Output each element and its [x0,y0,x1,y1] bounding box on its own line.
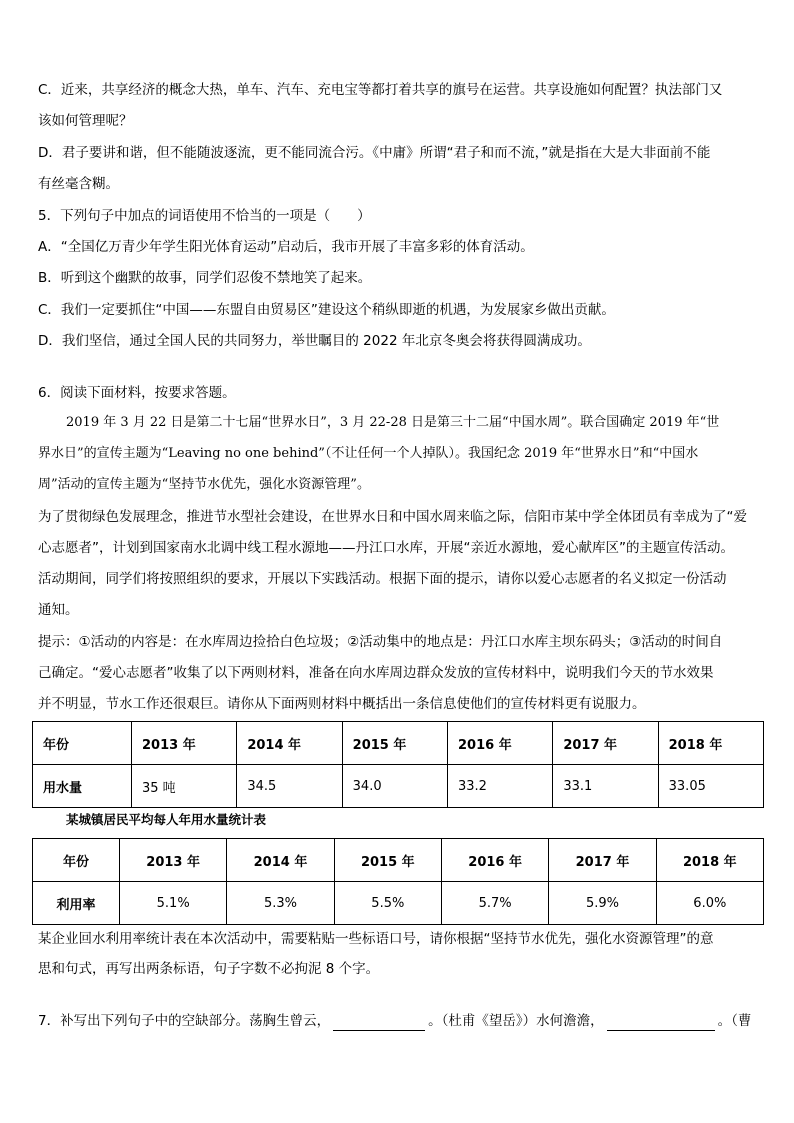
q6-hint-line3: 并不明显，节水工作还很艰巨。请你从下面两则材料中概括出一条信息使他们的宣传材料更有说服力。 [38,696,646,712]
table-cell: 5.3% [227,882,334,925]
q6-hint-line2: 己确定。“爱心志愿者”收集了以下两则材料，准备在向水库周边群众发放的宣传材料中，说明我们今天的节水效果 [38,665,714,681]
table-cell: 2018 年 [656,839,763,882]
q5-option-d: D．我们坚信，通过全国人民的共同努力，举世瞩目的 2022 年北京冬奥会将获得圆满成功。 [38,333,591,349]
q7-text-part3: 。（曹 [717,1013,752,1029]
table-row [33,882,764,925]
q4-option-d-line1: D．君子要讲和谐，但不能随波逐流，更不能同流合污。《中庸》所谓“君子和而不流，”就是指在大是大非面前不能 [38,145,711,161]
table-cell: 5.9% [549,882,656,925]
table-cell: 33.1 [553,765,658,808]
table-cell: 33.2 [447,765,552,808]
table-cell: 34.5 [237,765,342,808]
table-cell: 年份 [33,722,132,765]
table-row [33,765,764,808]
table-cell: 6.0% [656,882,763,925]
q6-hint-line1: 提示：①活动的内容是：在水库周边捡拾白色垃圾；②活动集中的地点是：丹江口水库主坝东码头；③活动的时间自 [38,634,723,650]
table-cell: 2017 年 [549,839,656,882]
table-cell: 2015 年 [342,722,447,765]
q6-task-line1: 某企业回水利用率统计表在本次活动中，需要粘贴一些标语口号，请你根据“坚持节水优先，强化水资源管理”的意 [38,931,714,947]
q6-material-line2: 界水日”的宣传主题为“Leaving no one behind”（不让任何一个人掉队）。我国纪念 2019 年“世界水日”和“中国水 [38,446,699,461]
q5-option-a: A．“全国亿万青少年学生阳光体育运动”启动后，我市开展了丰富多彩的体育活动。 [38,239,534,255]
q6-background-line3: 活动期间，同学们将按照组织的要求，开展以下实践活动。根据下面的提示，请你以爱心志愿者的名义拟定一份活动 [38,571,727,587]
table-cell: 33.05 [658,765,763,808]
table-cell: 35 吨 [132,765,237,808]
table-cell: 用水量 [33,765,132,808]
table-cell: 2016 年 [447,722,552,765]
table-cell: 2017 年 [553,722,658,765]
table-cell: 2015 年 [334,839,441,882]
q5-option-b: B．听到这个幽默的故事，同学们忍俊不禁地笑了起来。 [38,270,372,286]
water-usage-table [32,721,764,808]
table-header-row [33,722,764,765]
q6-background-line1: 为了贯彻绿色发展理念，推进节水型社会建设，在世界水日和中国水周来临之际，信阳市某中学全体团员有幸成为了“爱 [38,509,747,525]
table-cell: 2014 年 [227,839,334,882]
table-header-row [33,839,764,882]
q6-background-line4: 通知。 [38,602,79,618]
q7-answer-blank-2[interactable] [607,1014,715,1031]
q6-material-line3: 周”活动的宣传主题为“坚持节水优先，强化水资源管理”。 [38,477,370,492]
q4-option-d-line2: 有丝毫含糊。 [38,176,119,192]
table-cell: 2013 年 [120,839,227,882]
q6-background-line2: 心志愿者”，计划到国家南水北调中线工程水源地——丹江口水库，开展“亲近水源地，爱心献库区”的主题宣传活动。 [38,540,734,556]
q4-option-c-line2: 该如何管理呢？ [38,113,133,129]
table1-caption: 某城镇居民平均每人年用水量统计表 [66,812,267,827]
q4-option-c-line1: C．近来，共享经济的概念大热，单车、汽车、充电宝等都打着共享的旗号在运营。共享设施如何配置？执法部门又 [38,82,723,98]
q6-material-line1: 2019 年 3 月 22 日是第二十七届“世界水日”，3 月 22-28 日是第三十二届“中国水周”。联合国确定 2019 年“世 [66,415,720,430]
table-cell: 2018 年 [658,722,763,765]
table-cell: 利用率 [33,882,120,925]
table-cell: 5.5% [334,882,441,925]
table-cell: 年份 [33,839,120,882]
table-cell: 34.0 [342,765,447,808]
q7-answer-blank-1[interactable] [333,1014,425,1031]
q7-text-part1: 7．补写出下列句子中的空缺部分。荡胸生曾云， [38,1013,331,1029]
water-reuse-table [32,838,764,925]
table-cell: 5.1% [120,882,227,925]
table-cell: 2013 年 [132,722,237,765]
q6-stem: 6．阅读下面材料，按要求答题。 [38,385,236,401]
q7-text-part2: 。（杜甫《望岳》）水何澹澹， [428,1013,604,1029]
table-cell: 5.7% [441,882,548,925]
q6-task-line2: 思和句式，再写出两条标语，句子字数不必拘泥 8 个字。 [38,961,380,977]
table-cell: 2016 年 [441,839,548,882]
table-cell: 2014 年 [237,722,342,765]
q5-option-c: C．我们一定要抓住“中国——东盟自由贸易区”建设这个稍纵即逝的机遇，为发展家乡做出贡献。 [38,302,615,318]
q5-stem: 5．下列句子中加点的词语使用不恰当的一项是（ ） [38,208,371,224]
q7-stem [38,1011,760,1031]
